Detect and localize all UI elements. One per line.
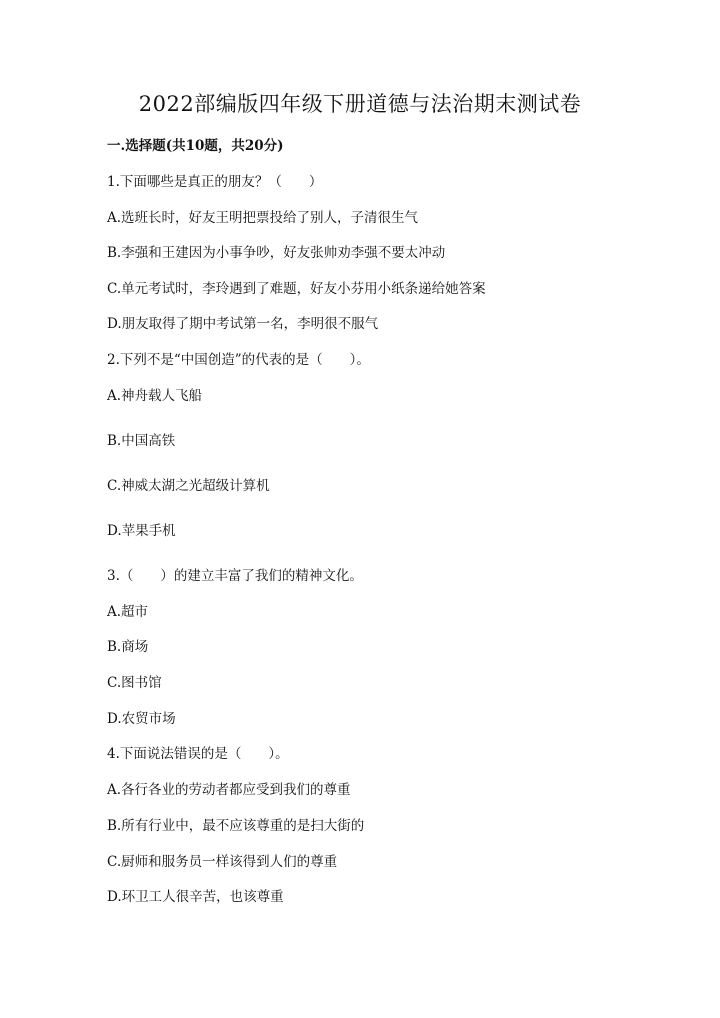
question-3-option-a: A.超市: [107, 604, 149, 620]
question-1-option-d: D.朋友取得了期中考试第一名，李明很不服气: [107, 316, 379, 332]
question-4-option-b: B.所有行业中，最不应该尊重的是扫大街的: [107, 818, 365, 834]
question-2-option-d: D.苹果手机: [107, 523, 176, 539]
question-1-option-a: A.选班长时，好友王明把票投给了别人，子清很生气: [107, 210, 419, 226]
section-heading: 一.选择题(共10题，共20分): [107, 138, 284, 154]
question-2-option-a: A.神舟载人飞船: [107, 388, 203, 404]
question-1-option-c: C.单元考试时，李玲遇到了难题，好友小芬用小纸条递给她答案: [107, 281, 486, 297]
question-4-option-d: D.环卫工人很辛苦，也该尊重: [107, 889, 284, 905]
question-4-stem: 4.下面说法错误的是（ ）。: [107, 746, 289, 762]
exam-title: 2022部编版四年级下册道德与法治期末测试卷: [138, 92, 582, 116]
question-2-stem: 2.下列不是“中国创造”的代表的是（ ）。: [107, 352, 370, 368]
question-1-option-b: B.李强和王建因为小事争吵，好友张帅劝李强不要太冲动: [107, 245, 446, 261]
question-3-option-c: C.图书馆: [107, 675, 162, 691]
question-2-option-c: C.神威太湖之光超级计算机: [107, 478, 270, 494]
question-4-option-a: A.各行各业的劳动者都应受到我们的尊重: [107, 782, 351, 798]
question-3-option-d: D.农贸市场: [107, 711, 176, 727]
question-4-option-c: C.厨师和服务员一样该得到人们的尊重: [107, 854, 338, 870]
question-3-option-b: B.商场: [107, 639, 149, 655]
question-3-stem: 3.（ ）的建立丰富了我们的精神文化。: [107, 568, 363, 584]
question-1-stem: 1.下面哪些是真正的朋友？（ ）: [107, 174, 323, 190]
question-2-option-b: B.中国高铁: [107, 433, 176, 449]
